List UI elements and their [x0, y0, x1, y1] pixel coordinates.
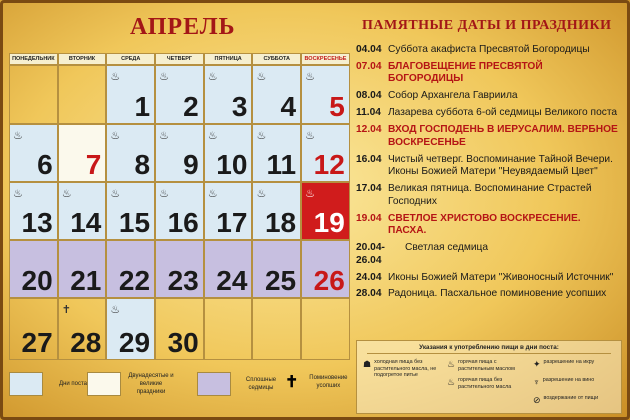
calendar-grid: [9, 53, 350, 360]
weekday-header-row: [9, 53, 350, 65]
day-number: 8: [134, 149, 151, 180]
calendar-week-row: [9, 182, 350, 240]
calendar-day-cell[interactable]: [106, 124, 155, 182]
calendar-day-cell: [252, 298, 301, 360]
event-text: ВХОД ГОСПОДЕНЬ В ИЕРУСАЛИМ. ВЕРБНОЕ ВОСКРЕСЕНЬЕ: [388, 124, 618, 148]
food-legend-text: разрешение на вино: [542, 377, 595, 383]
event-date: 28.04: [356, 288, 382, 300]
event-text: Светлая седмица: [405, 242, 489, 254]
food-legend-item: [533, 377, 615, 387]
legend-text: Дни поста: [59, 381, 87, 387]
day-number: 23: [167, 265, 199, 296]
day-number: 22: [118, 265, 151, 296]
legend-text: Двунадесятые и великие праздники: [128, 373, 174, 395]
day-number: 9: [183, 149, 199, 180]
calendar-day-cell[interactable]: [252, 65, 301, 124]
event-item: [356, 61, 620, 86]
event-item: [356, 242, 620, 267]
day-number: 24: [216, 265, 248, 296]
day-number: 16: [167, 207, 199, 238]
calendar-day-cell[interactable]: [58, 124, 107, 182]
event-text: Радоница. Пасхальное поминовение усопших: [388, 288, 607, 300]
fasting-food-icon: ♨: [159, 188, 169, 200]
calendar-day-cell[interactable]: [106, 298, 155, 360]
legend-item: [285, 372, 352, 392]
calendar-day-cell[interactable]: [9, 124, 58, 182]
event-date: 19.04: [356, 212, 382, 224]
event-date: 04.04: [356, 44, 382, 55]
day-number: 19: [313, 207, 345, 238]
day-number: 30: [167, 327, 199, 358]
events-list: [356, 44, 620, 305]
day-number: 11: [266, 149, 297, 180]
day-number: 26: [313, 265, 345, 296]
food-legend-item: [447, 359, 529, 372]
fasting-food-icon: ♨: [207, 130, 218, 142]
fasting-food-icon: ♨: [110, 130, 121, 142]
abstain-icon: ⊘: [533, 395, 541, 405]
event-text: СВЕТЛОЕ ХРИСТОВО ВОСКРЕСЕНИЕ. ПАСХА.: [388, 212, 581, 237]
calendar-day-cell[interactable]: [58, 298, 107, 360]
day-number: 10: [216, 149, 248, 180]
event-date: 11.04: [356, 107, 381, 119]
food-legend-text: воздержание от пищи: [543, 395, 599, 401]
calendar-day-cell[interactable]: [301, 240, 350, 298]
fasting-food-icon: ♨: [159, 71, 169, 83]
food-legend-item: [363, 359, 443, 379]
event-item: [356, 272, 620, 285]
weekday-header: ВТОРНИК: [58, 53, 107, 65]
calendar-day-cell[interactable]: [301, 182, 350, 240]
calendar-week-row: [9, 65, 350, 124]
calendar-day-cell[interactable]: [252, 182, 301, 240]
calendar-day-cell[interactable]: [106, 65, 155, 124]
fasting-food-icon: ♨: [110, 188, 121, 200]
day-number: 20: [21, 265, 53, 296]
event-item: [356, 44, 620, 57]
wine-icon: ♆: [533, 377, 540, 387]
event-date: 16.04: [356, 153, 382, 165]
event-date: 24.04: [356, 271, 382, 283]
fasting-food-icon: ♨: [207, 71, 218, 83]
weekday-header: ПОНЕДЕЛЬНИК: [9, 53, 58, 65]
day-number: 29: [118, 327, 151, 358]
food-legend-text: горячая пища без растительного масла: [458, 377, 512, 390]
food-legend-item: [533, 395, 615, 405]
legend-text: Поминовение усопших: [309, 375, 348, 389]
event-date: 07.04: [356, 60, 382, 72]
day-number: 15: [118, 207, 151, 238]
cross-icon: ✝: [285, 374, 299, 391]
calendar-day-cell[interactable]: [204, 182, 253, 240]
calendar-day-cell[interactable]: [106, 182, 155, 240]
calendar-day-cell[interactable]: [204, 65, 253, 124]
calendar-day-cell: [58, 65, 107, 124]
calendar-day-cell[interactable]: [301, 124, 350, 182]
fasting-food-icon: ♨: [256, 188, 267, 200]
calendar-day-cell[interactable]: [58, 182, 107, 240]
fasting-food-icon: ♨: [305, 71, 315, 83]
day-number: 18: [264, 207, 297, 238]
weekday-header: ВОСКРЕСЕНЬЕ: [301, 53, 350, 65]
day-number: 1: [134, 91, 151, 122]
legend-swatch: [197, 372, 231, 396]
food-legend-text: горячая пища с растительным маслом: [458, 359, 515, 372]
calendar-day-cell[interactable]: [58, 240, 107, 298]
calendar-week-row: [9, 240, 350, 298]
day-number: 28: [70, 327, 102, 358]
fasting-food-icon: ♨: [256, 71, 267, 83]
food-legend-text: разрешение на икру: [543, 359, 595, 365]
day-number: 7: [85, 149, 102, 180]
day-number: 6: [37, 149, 53, 180]
fasting-food-icon: ♨: [110, 304, 121, 316]
day-number: 5: [329, 91, 345, 122]
hot-pot-icon: ♨: [447, 377, 456, 387]
event-date: 20.04-26.04: [356, 242, 385, 266]
legend-item: [87, 372, 175, 396]
fasting-food-icon: ♨: [305, 188, 315, 200]
day-number: 4: [280, 91, 297, 122]
event-text: Чистый четверг. Воспоминание Тайной Вечери. Иконы Божией Матери "Неувядаемый Цвет": [388, 153, 613, 178]
event-text: Иконы Божией Матери "Живоносный Источник": [388, 271, 614, 283]
event-text: БЛАГОВЕЩЕНИЕ ПРЕСВЯТОЙ БОГОРОДИЦЫ: [388, 60, 543, 85]
cross-icon: ✝: [61, 304, 71, 316]
fasting-food-icon: ♨: [13, 188, 23, 200]
calendar-day-cell[interactable]: [204, 124, 253, 182]
event-text: Суббота акафиста Пресвятой Богородицы: [388, 44, 590, 55]
calendar-day-cell: [9, 65, 58, 124]
event-item: [356, 90, 620, 103]
legend-swatch: [87, 372, 121, 396]
calendar-day-cell[interactable]: [155, 124, 204, 182]
event-text: Собор Архангела Гавриила: [388, 90, 518, 102]
event-text: Великая пятница. Воспоминание Страстей Господних: [388, 183, 592, 207]
event-item: [356, 124, 620, 149]
calendar-day-cell[interactable]: [301, 65, 350, 124]
event-date: 08.04: [356, 90, 382, 102]
calendar-legend: [9, 368, 350, 408]
day-number: 3: [231, 91, 248, 122]
legend-text: Сплошные седмицы: [245, 377, 277, 391]
calendar-day-cell: [204, 298, 253, 360]
event-text: Лазарева суббота 6-ой седмицы Великого поста: [388, 107, 618, 119]
weekday-header: СРЕДА: [106, 53, 155, 65]
event-date: 12.04: [356, 124, 382, 136]
calendar-day-cell[interactable]: [106, 240, 155, 298]
fasting-food-icon: ♨: [305, 130, 315, 142]
calendar-day-cell[interactable]: [252, 240, 301, 298]
food-legend: [356, 340, 622, 414]
bread-icon: ☗: [363, 359, 372, 369]
event-item: [356, 213, 620, 238]
calendar-day-cell[interactable]: [9, 298, 58, 360]
pot-icon: ♨: [447, 359, 456, 369]
day-number: 17: [216, 207, 248, 238]
month-title: АПРЕЛЬ: [130, 14, 236, 40]
event-date: 17.04: [356, 183, 382, 195]
fasting-food-icon: ♨: [13, 130, 23, 142]
calendar-day-cell: [301, 298, 350, 360]
day-number: 13: [21, 207, 53, 238]
weekday-header: ЧЕТВЕРГ: [155, 53, 204, 65]
day-number: 25: [264, 265, 297, 296]
fasting-food-icon: ♨: [159, 130, 169, 142]
calendar-day-cell[interactable]: [155, 65, 204, 124]
fish-icon: ✦: [533, 359, 541, 369]
weekday-header: ПЯТНИЦА: [204, 53, 253, 65]
calendar-day-cell[interactable]: [9, 240, 58, 298]
fasting-food-icon: ♨: [61, 188, 72, 200]
day-number: 21: [70, 265, 102, 296]
weekday-header: СУББОТА: [252, 53, 301, 65]
legend-swatch: [9, 372, 43, 396]
fasting-food-icon: ♨: [207, 188, 218, 200]
event-item: [356, 288, 620, 301]
fasting-food-icon: ♨: [110, 71, 121, 83]
calendar-day-cell[interactable]: [252, 124, 301, 182]
calendar-day-cell[interactable]: [155, 182, 204, 240]
day-number: 2: [183, 91, 199, 122]
food-legend-item: [447, 377, 529, 390]
food-legend-title: Указания к употреблению пищи в дни поста:: [367, 344, 611, 354]
calendar-day-cell[interactable]: [155, 240, 204, 298]
legend-item: [9, 372, 97, 396]
event-item: [356, 183, 620, 208]
food-legend-item: [533, 359, 615, 369]
calendar-day-cell[interactable]: [155, 298, 204, 360]
fasting-food-icon: ♨: [256, 130, 267, 142]
calendar-day-cell[interactable]: [204, 240, 253, 298]
day-number: 27: [21, 327, 53, 358]
calendar-week-row: [9, 298, 350, 360]
legend-item: [197, 372, 285, 396]
calendar-day-cell[interactable]: [9, 182, 58, 240]
calendar-week-row: [9, 124, 350, 182]
day-number: 12: [313, 149, 345, 180]
event-item: [356, 107, 620, 120]
event-item: [356, 154, 620, 179]
events-title: ПАМЯТНЫЕ ДАТЫ И ПРАЗДНИКИ: [362, 18, 612, 33]
day-number: 14: [70, 207, 102, 238]
food-legend-text: холодная пища без растительного масла, не подогретое питье: [374, 359, 437, 378]
